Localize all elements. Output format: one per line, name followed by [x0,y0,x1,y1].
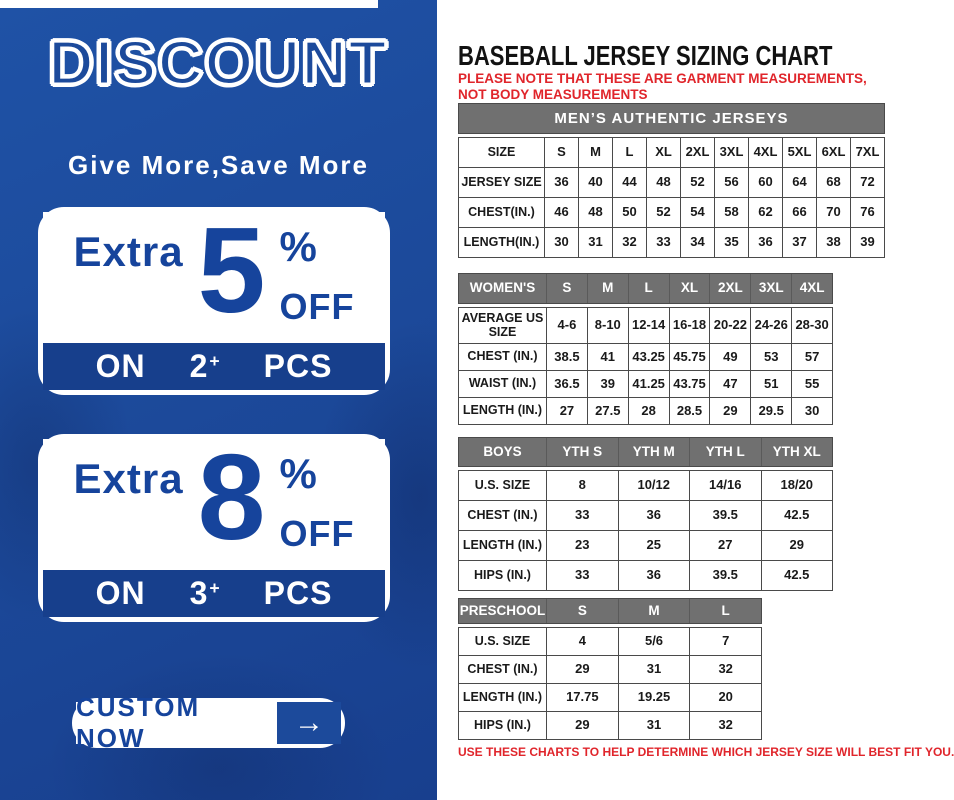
row-label-cell: LENGTH(IN.) [463,234,540,249]
table-row [458,397,833,425]
custom-now-button[interactable] [72,692,345,753]
promo-tagline: Give More,Save More [68,150,369,180]
value-cell: 29 [709,398,750,424]
boys-sizing-table [458,437,833,591]
value-cell: 8-10 [587,308,628,343]
offer-percent-off [279,450,355,555]
offer-condition-bar [43,343,385,390]
garment-measurement-note: PLEASE NOTE THAT THESE ARE GARMENT MEASUREMENTS, NOT BODY MEASUREMENTS [458,71,867,103]
value-cell: 48 [578,198,612,227]
value-cell: 27 [689,531,761,560]
value-cell: 30 [791,398,832,424]
value-cell: 8 [546,471,618,500]
value-cell: 55 [791,371,832,397]
header-cell: L [628,274,669,303]
table-row [458,370,833,398]
value-cell: 36 [544,168,578,197]
value-cell: 37 [782,228,816,257]
value-cell: 56 [714,168,748,197]
quantity: 3+ [189,575,221,611]
value-cell: 3XL [714,138,748,167]
plus-sign: + [209,351,221,372]
row-label-cell: LENGTH (IN.) [462,689,543,704]
value-cell: 42.5 [761,561,833,590]
value-cell: 29 [546,656,618,683]
header-cell: S [546,274,587,303]
value-cell: 38.5 [546,344,587,370]
row-label-cell: CHEST(IN.) [468,204,535,219]
value-cell: 41 [587,344,628,370]
value-cell: 16-18 [669,308,710,343]
value-cell: 28.5 [669,398,710,424]
value-cell: L [612,138,646,167]
value-cell: 44 [612,168,646,197]
value-cell: 29 [546,712,618,739]
header-cell: M [618,599,690,623]
table-row [458,655,762,684]
custom-now-label: CUSTOM NOW [76,702,277,744]
row-label-cell: AVERAGE US SIZE [461,310,544,339]
value-cell: 50 [612,198,646,227]
table-row [458,343,833,371]
value-cell: 47 [709,371,750,397]
value-cell: 52 [646,198,680,227]
pcs-label: PCS [263,575,333,611]
value-cell: 23 [546,531,618,560]
header-cell: WOMEN'S [469,280,536,296]
value-cell: 36 [618,561,690,590]
value-cell: 40 [578,168,612,197]
table-row [458,560,833,591]
value-cell: 20 [689,684,761,711]
value-cell: 5/6 [618,628,690,655]
table-header-row [458,273,833,304]
value-cell: 19.25 [618,684,690,711]
header-cell: YTH XL [761,438,833,466]
row-label-cell: U.S. SIZE [474,633,531,648]
value-cell: 32 [689,712,761,739]
discount-title: DISCOUNT [48,29,389,98]
value-cell: 5XL [782,138,816,167]
header-cell: L [689,599,761,623]
row-label-cell: HIPS (IN.) [474,567,531,582]
value-cell: 31 [578,228,612,257]
percent-sign: % [279,450,317,497]
value-cell: 43.25 [628,344,669,370]
sizing-chart-title: BASEBALL JERSEY SIZING CHART [458,40,833,72]
value-cell: 4-6 [546,308,587,343]
value-cell: 38 [816,228,850,257]
value-cell: 6XL [816,138,850,167]
value-cell: 58 [714,198,748,227]
row-label-cell: LENGTH (IN.) [462,403,543,418]
offer-top [43,429,385,570]
value-cell: 32 [612,228,646,257]
preschool-sizing-table [458,598,762,740]
offer-extra-label: Extra [73,455,184,502]
value-cell: 46 [544,198,578,227]
mens-sizing-table [458,137,885,258]
value-cell: 43.75 [669,371,710,397]
value-cell: 36.5 [546,371,587,397]
plus-sign: + [209,578,221,599]
value-cell: 54 [680,198,714,227]
value-cell: 45.75 [669,344,710,370]
row-label-cell: CHEST (IN.) [467,507,538,522]
table-row [458,470,833,501]
fit-advice-note: USE THESE CHARTS TO HELP DETERMINE WHICH JERSEY SIZE WILL BEST FIT YOU. [458,745,954,759]
offer-value: 8 [197,429,266,565]
value-cell: 12-14 [628,308,669,343]
value-cell: 24-26 [750,308,791,343]
value-cell: 48 [646,168,680,197]
header-cell: BOYS [483,443,522,459]
value-cell: 53 [750,344,791,370]
row-label-cell: JERSEY SIZE [461,174,542,189]
value-cell: 39.5 [689,561,761,590]
value-cell: 68 [816,168,850,197]
value-cell: 31 [618,712,690,739]
arrow-right-icon: → [277,702,341,744]
value-cell: 39 [587,371,628,397]
value-cell: 52 [680,168,714,197]
value-cell: 60 [748,168,782,197]
value-cell: 32 [689,656,761,683]
value-cell: 36 [618,501,690,530]
row-label-cell: SIZE [487,144,516,159]
value-cell: 76 [850,198,884,227]
value-cell: 30 [544,228,578,257]
off-label: OFF [279,513,355,554]
mens-table-header-band: MEN’S AUTHENTIC JERSEYS [458,103,885,134]
table-row [458,683,762,712]
value-cell: 2XL [680,138,714,167]
value-cell: 7XL [850,138,884,167]
value-cell: 34 [680,228,714,257]
value-cell: 17.75 [546,684,618,711]
header-cell: 4XL [791,274,832,303]
value-cell: 10/12 [618,471,690,500]
value-cell: 31 [618,656,690,683]
value-cell: 35 [714,228,748,257]
row-label-cell: CHEST (IN.) [467,661,538,676]
value-cell: 39.5 [689,501,761,530]
value-cell: 33 [646,228,680,257]
value-cell: 33 [546,501,618,530]
value-cell: 72 [850,168,884,197]
header-cell: YTH L [689,438,761,466]
value-cell: XL [646,138,680,167]
row-label-cell: WAIST (IN.) [468,376,537,391]
table-row [458,197,885,228]
table-header-row [458,437,833,467]
value-cell: 25 [618,531,690,560]
header-cell: YTH M [618,438,690,466]
offer-condition-bar [43,570,385,617]
offer-percent-off [279,223,355,328]
table-row [458,500,833,531]
value-cell: 20-22 [709,308,750,343]
value-cell: M [578,138,612,167]
table-row [458,711,762,740]
row-label-cell: CHEST (IN.) [467,349,538,364]
offer-card-5-percent [38,202,390,395]
value-cell: 14/16 [689,471,761,500]
off-label: OFF [279,286,355,327]
top-white-strip [0,0,378,8]
value-cell: 29.5 [750,398,791,424]
value-cell: 41.25 [628,371,669,397]
value-cell: 62 [748,198,782,227]
quantity: 2+ [189,348,221,384]
value-cell: 57 [791,344,832,370]
on-label: ON [95,575,146,611]
table-row [458,307,833,344]
header-cell: YTH S [546,438,618,466]
table-row [458,530,833,561]
value-cell: 42.5 [761,501,833,530]
table-row [458,137,885,168]
table-header-row [458,598,762,624]
value-cell: 4 [546,628,618,655]
offer-top [43,202,385,343]
value-cell: 29 [761,531,833,560]
table-row [458,167,885,198]
offer-extra-label: Extra [73,228,184,275]
value-cell: 7 [689,628,761,655]
header-cell: M [587,274,628,303]
row-label-cell: U.S. SIZE [474,477,531,492]
offer-value: 5 [197,202,266,338]
womens-sizing-table [458,273,833,425]
value-cell: 36 [748,228,782,257]
value-cell: 51 [750,371,791,397]
header-cell: 2XL [709,274,750,303]
value-cell: 4XL [748,138,782,167]
value-cell: 27.5 [587,398,628,424]
value-cell: 49 [709,344,750,370]
pcs-label: PCS [263,348,333,384]
value-cell: S [544,138,578,167]
header-cell: 3XL [750,274,791,303]
value-cell: 33 [546,561,618,590]
on-label: ON [95,348,146,384]
value-cell: 18/20 [761,471,833,500]
promo-panel [0,0,437,800]
header-cell: XL [669,274,710,303]
table-row [458,227,885,258]
value-cell: 28 [628,398,669,424]
value-cell: 28-30 [791,308,832,343]
value-cell: 27 [546,398,587,424]
value-cell: 39 [850,228,884,257]
value-cell: 64 [782,168,816,197]
row-label-cell: LENGTH (IN.) [462,537,543,552]
header-cell: PRESCHOOL [459,602,546,618]
value-cell: 66 [782,198,816,227]
table-row [458,627,762,656]
percent-sign: % [279,223,317,270]
header-cell: S [546,599,618,623]
value-cell: 70 [816,198,850,227]
offer-card-8-percent [38,429,390,622]
row-label-cell: HIPS (IN.) [474,717,531,732]
